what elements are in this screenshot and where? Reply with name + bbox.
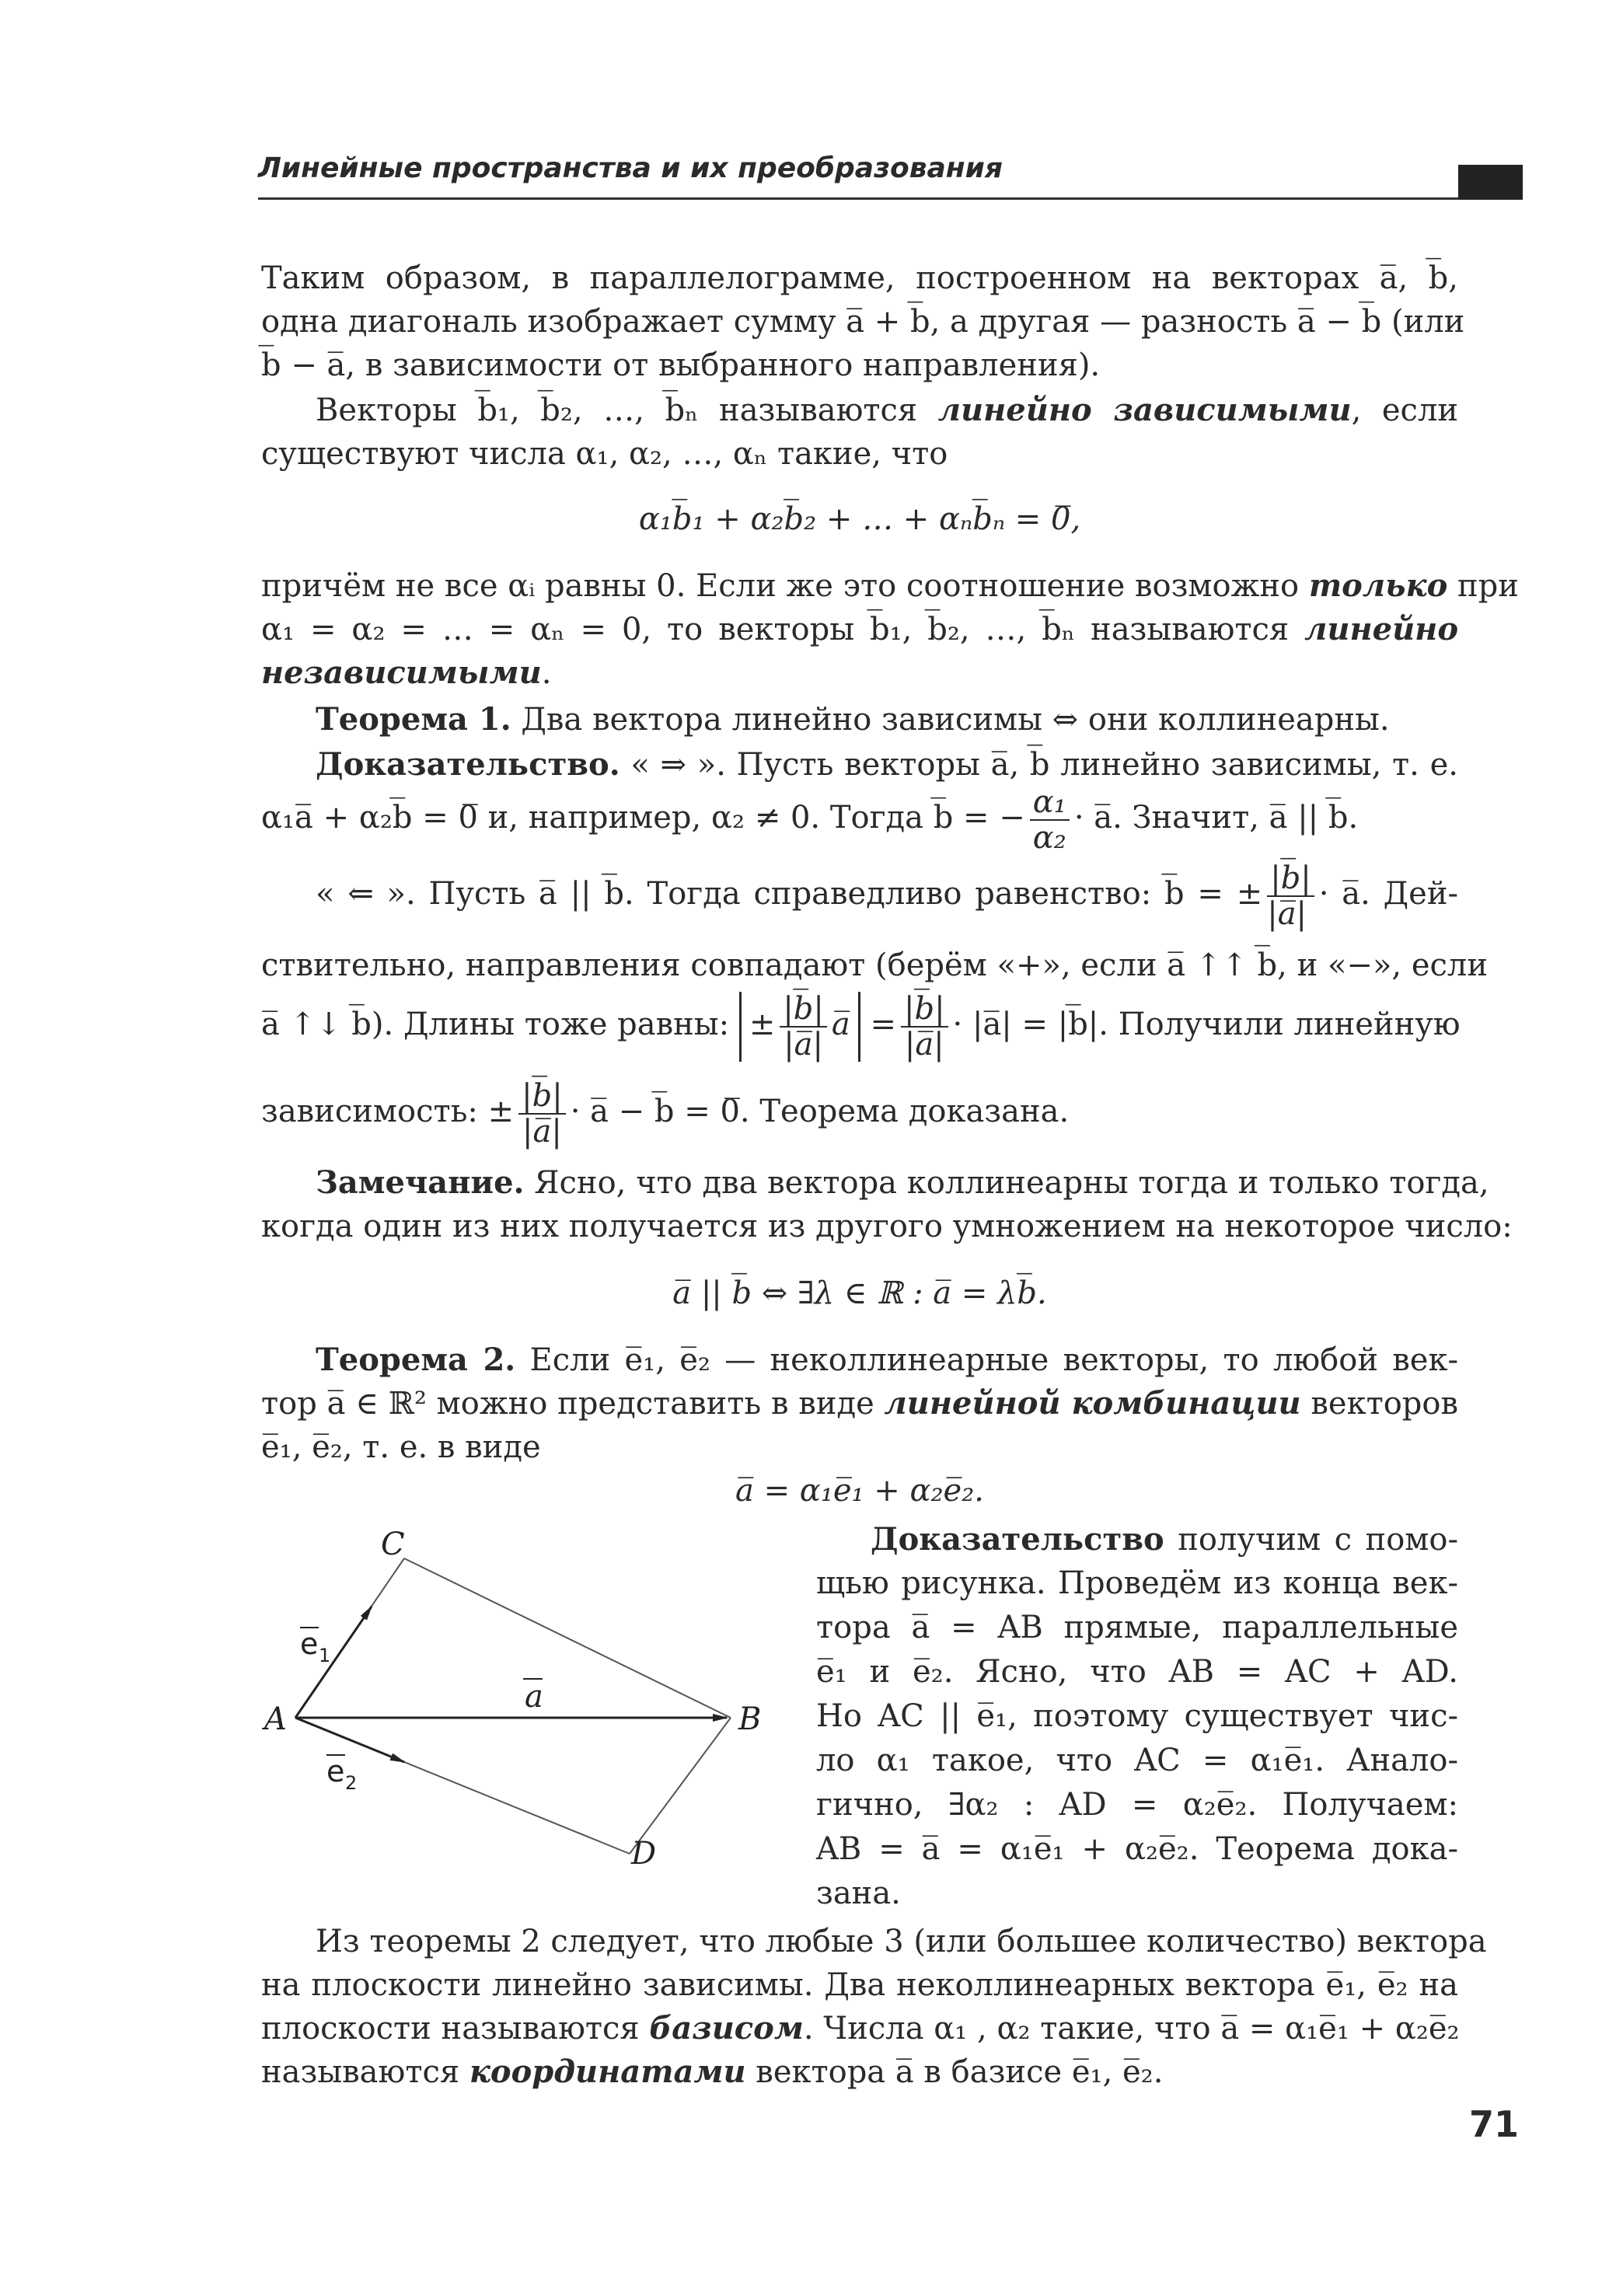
para3-line2-text: α₁ = α₂ = … = αₙ = 0, то векторы b̅₁, b̅₂, …, b̅ₙ называются (261, 612, 1290, 647)
vector-e1 (295, 1607, 372, 1718)
theorem2-text: Если e̅₁, e̅₂ — неколлинеарные векторы, то любой век- (529, 1342, 1458, 1378)
parallelogram-figure (257, 1523, 785, 1889)
running-header: Линейные пространства и их преобразования (258, 152, 1003, 184)
para3-line2 (261, 608, 1458, 651)
theorem2-line3: e̅₁, e̅₂, т. е. в виде (261, 1429, 541, 1465)
para2-line2: существуют числа α₁, α₂, …, αₙ такие, что (261, 436, 948, 472)
proof3-line2: щью рисунка. Проведём из конца век- (816, 1565, 1458, 1601)
para2-text: Векторы b̅₁, b̅₂, …, b̅ₙ называются (316, 393, 918, 428)
proof3-text: получим с помо- (1178, 1522, 1458, 1558)
equation-collinear: a̅ || b̅ ⇔ ∃λ ∈ ℝ : a̅ = λb̅. (672, 1275, 1047, 1311)
fraction-alpha (1030, 785, 1070, 855)
fraction-alpha-den: α₂ (1032, 820, 1066, 856)
final-line1: Из теоремы 2 следует, что любые 3 (или большее количество) вектора (316, 1924, 1487, 1959)
proof3-line9: зана. (816, 1876, 901, 1911)
label-e2-sub: 2 (345, 1772, 358, 1794)
equation-linear-combination: α₁b̅₁ + α₂b̅₂ + … + αₙb̅ₙ = 0̅, (638, 501, 1081, 537)
theorem1-text: Два вектора линейно зависимы ⇔ они коллинеарны. (521, 702, 1390, 738)
side-bd (630, 1718, 731, 1854)
proof3-line5: Но AC || e̅₁, поэтому существует чис- (816, 1698, 1458, 1734)
para3-line1 (261, 564, 1519, 608)
fraction-ratio-3 (901, 992, 948, 1062)
label-a-point: A (264, 1701, 287, 1737)
remark-line2: когда один из них получается из другого умножением на некоторое число: (261, 1209, 1513, 1244)
header-block (1458, 165, 1523, 200)
para3-period: . (541, 655, 552, 691)
para3-text: причём не все αᵢ равны 0. Если же это соотношение возможно (261, 568, 1300, 604)
para2-line1 (261, 389, 1458, 432)
equation-decomposition: a̅ = α₁e̅₁ + α₂e̅₂. (735, 1473, 984, 1509)
remark-text: Ясно, что два вектора коллинеарны тогда и только тогда, (534, 1165, 1489, 1201)
proof1-line2-tail: · a̅. Значит, a̅ || b̅. (1073, 800, 1359, 836)
side-cb (404, 1558, 731, 1718)
term-linearly: линейно (1304, 611, 1458, 647)
fraction-ratio-1 (1267, 861, 1314, 931)
proof3-line3: тора a̅ = AB прямые, параллельные (816, 1610, 1458, 1645)
final-line3-tail: . Числа α₁ , α₂ такие, что a̅ = α₁e̅₁ + α₂e̅₂ (803, 2011, 1460, 2047)
theorem1 (261, 698, 1513, 741)
label-c-point: C (381, 1527, 405, 1562)
final-line2: на плоскости линейно зависимы. Два неколлинеарных вектора e̅₁, e̅₂ на (261, 1967, 1458, 2003)
label-d-point: D (631, 1836, 657, 1872)
para1-line1: Таким образом, в параллелограмме, построенном на векторах a̅, b̅, (261, 260, 1458, 296)
theorem2-line2 (261, 1382, 1458, 1425)
fraction-ratio-1-den: |a̅| (1267, 896, 1307, 932)
proof1-text: « ⇒ ». Пусть векторы a̅, b̅ линейно зависимы, т. е. (630, 747, 1458, 783)
proof2-line3-tail: · |a̅| = |b̅|. Получили линейную (952, 1007, 1461, 1042)
para1-line2: одна диагональ изображает сумму a̅ + b̅, а другая — разность a̅ − b̅ (или (261, 304, 1465, 340)
proof1-line2 (261, 785, 1458, 855)
proof3-line6: ло α₁ такое, что AC = α₁e̅₁. Анало- (816, 1743, 1458, 1778)
abs-sign: ± (749, 1007, 776, 1042)
fraction-alpha-num: α₁ (1030, 785, 1070, 821)
page-number: 71 (1469, 2103, 1520, 2145)
fraction-ratio-3-den: |a̅| (904, 1027, 944, 1063)
proof2-line3 (261, 991, 1461, 1063)
proof2-line3-text: a̅ ↑↓ b̅). Длины тоже равны: (261, 1007, 730, 1042)
label-b-point: B (738, 1701, 762, 1737)
proof2-line4-tail: · a̅ − b̅ = 0̅. Теорема доказана. (570, 1094, 1070, 1129)
equals-sign: = (870, 1007, 896, 1042)
proof3-line4: e̅₁ и e̅₂. Ясно, что AB = AC + AD. (816, 1654, 1458, 1690)
proof3-label: Доказательство (871, 1521, 1164, 1558)
proof2-line2: ствительно, направления совпадают (берём «+», если a̅ ↑↑ b̅, и «−», если (261, 947, 1488, 983)
proof2-line1 (261, 861, 1458, 931)
fraction-ratio-3-num: |b̅| (901, 992, 948, 1028)
remark-line1 (261, 1161, 1489, 1205)
header-rule (258, 197, 1521, 200)
para3-line3 (261, 651, 1458, 695)
term-linear-combination: линейной комбинации (884, 1385, 1301, 1422)
final-line3 (261, 2007, 1458, 2050)
proof1-line2-text: α₁a̅ + α₂b̅ = 0̅ и, например, α₂ ≠ 0. Тогда b̅ = − (261, 800, 1025, 836)
term-only: только (1308, 567, 1448, 604)
fraction-ratio-2 (780, 992, 827, 1062)
proof2-line4-text: зависимость: ± (261, 1094, 515, 1129)
term-linearly-dependent: линейно зависимыми (937, 392, 1352, 428)
fraction-ratio-4 (518, 1079, 566, 1149)
theorem2-label: Теорема 2. (316, 1342, 516, 1378)
final-line4-tail: вектора a̅ в базисе e̅₁, e̅₂. (756, 2054, 1164, 2090)
final-line4-text: называются (261, 2054, 460, 2090)
final-line4 (261, 2050, 1458, 2094)
para3-tail: при (1457, 568, 1519, 604)
proof1-label: Доказательство. (316, 746, 620, 783)
fraction-ratio-1-num: |b̅| (1267, 861, 1314, 897)
para2-tail: , если (1351, 393, 1459, 428)
theorem2-line2-text: тор a̅ ∈ ℝ² можно представить в виде (261, 1386, 874, 1422)
proof2-tail: · a̅. Дей- (1318, 876, 1458, 912)
proof3-line8: AB = a̅ = α₁e̅₁ + α₂e̅₂. Теорема дока- (816, 1831, 1458, 1867)
proof3-line7: гично, ∃α₂ : AD = α₂e̅₂. Получаем: (816, 1787, 1458, 1823)
label-e1: e (300, 1627, 319, 1661)
fraction-ratio-4-num: |b̅| (518, 1079, 566, 1115)
term-basis: базисом (649, 2010, 804, 2047)
theorem2-line2-tail: векторов (1311, 1386, 1458, 1422)
label-vector-a: a (525, 1679, 543, 1715)
para1-line3: b̅ − a̅, в зависимости от выбранного направления). (261, 347, 1101, 383)
fraction-ratio-4-den: |a̅| (522, 1114, 562, 1150)
term-coordinates: координатами (469, 2053, 746, 2090)
final-line3-text: плоскости называются (261, 2011, 640, 2047)
proof2-text: « ⇐ ». Пусть a̅ || b̅. Тогда справедливо равенство: b̅ = ± (316, 876, 1263, 912)
abs-vector: a̅ (831, 1007, 850, 1042)
theorem1-label: Теорема 1. (316, 701, 511, 738)
theorem2-line1 (261, 1338, 1458, 1382)
fraction-ratio-2-den: |a̅| (784, 1027, 824, 1063)
absolute-value (739, 992, 860, 1062)
term-independent: независимыми (261, 654, 542, 691)
remark-label: Замечание. (316, 1164, 525, 1201)
proof1-line1 (261, 743, 1458, 787)
label-e2: e (326, 1754, 345, 1788)
vector-e2 (295, 1718, 404, 1762)
label-e1-sub: 1 (319, 1645, 331, 1666)
proof2-line4 (261, 1079, 1458, 1149)
proof3-line1 (816, 1517, 1458, 1562)
fraction-ratio-2-num: |b̅| (780, 992, 827, 1028)
